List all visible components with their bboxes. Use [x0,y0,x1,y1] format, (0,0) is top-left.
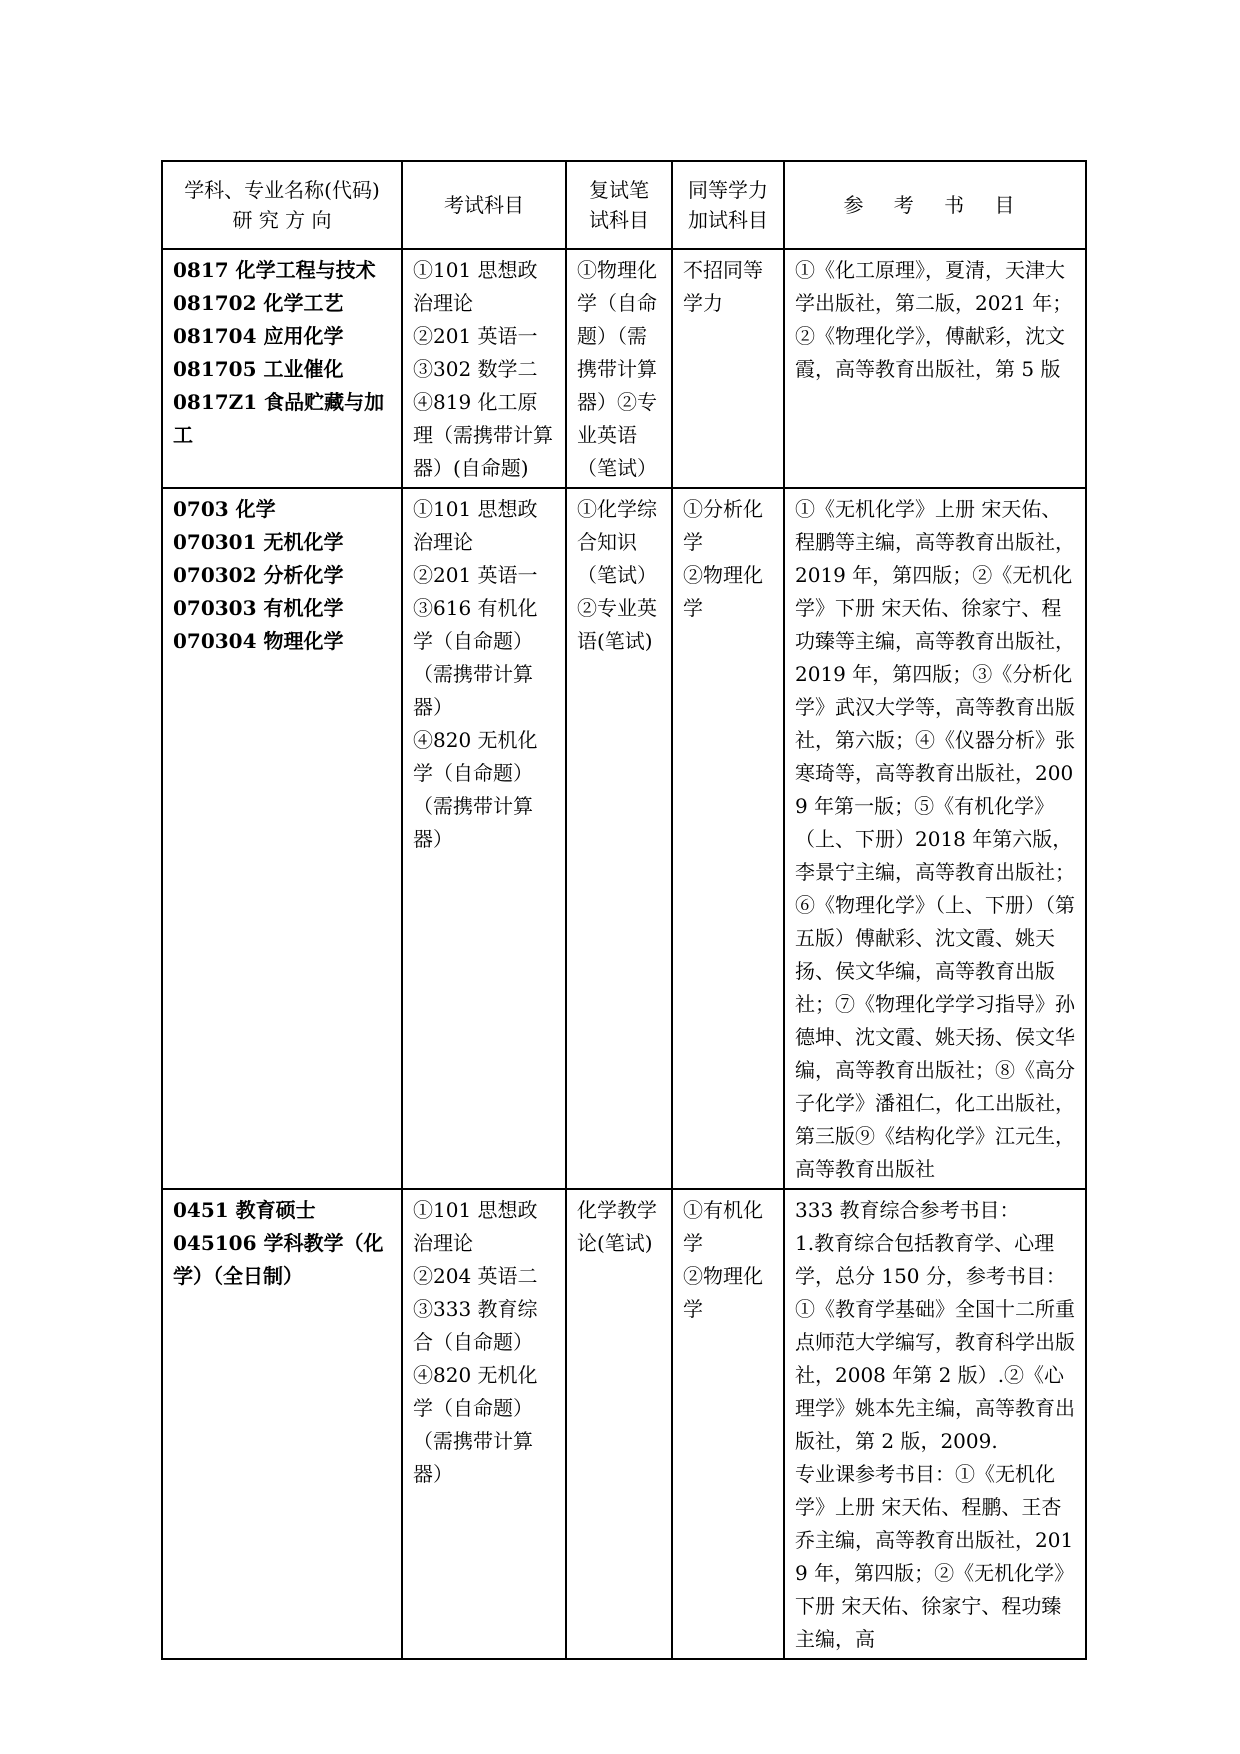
major-item: 0703 化学 [173,497,276,521]
exam-info-table [161,160,1087,1660]
exam-cell [402,488,566,1189]
equivalent-cell [672,1189,784,1659]
exam-item: ②201 英语一 [413,563,538,587]
books-item: 333 教育综合参考书目： [795,1198,1020,1222]
major-cell [162,1189,402,1659]
exam-item: ④819 化工原理（需携带计算器）(自命题) [413,390,553,480]
header-retest-line1: 复试笔 [589,178,649,202]
header-retest-line2: 试科目 [589,208,649,232]
header-major-line2: 研 究 方 向 [232,208,332,232]
major-item: 081702 化学工艺 [173,291,344,315]
header-equivalent-line1: 同等学力 [688,178,768,202]
table-row [162,1189,1086,1659]
header-major [162,161,402,249]
equivalent-item: ②物理化学 [683,1264,763,1321]
header-exam: 考试科目 [402,161,566,249]
equivalent-item: ②物理化学 [683,563,763,620]
exam-item: ①101 思想政治理论 [413,497,538,554]
equivalent-item: ①分析化学 [683,497,763,554]
equivalent-cell: 不招同等学力 [672,249,784,488]
header-books: 参 考 书 目 [784,161,1086,249]
books-cell: ①《无机化学》上册 宋天佑、程鹏等主编，高等教育出版社，2019 年，第四版；②《无机化学》下册 宋天佑、徐家宁、程功臻等主编，高等教育出版社，2019 年，第四版；③《分析化学》武汉大学等，高等教育出版社，第六版；④《仪器分析》张寒琦等，高等教育出版社，2009 年第一版；⑤《有机化学》（上、下册）2018 年第六版，李景宁主编，高等教育出版社；⑥《物理化学》（上、下册）（第五版）傅献彩、沈文霞、姚天扬、侯文华编，高等教育出版社；⑦《物理化学学习指导》孙德坤、沈文霞、姚天扬、侯文华编，高等教育出版社；⑧《高分子化学》潘祖仁，化工出版社，第三版⑨《结构化学》江元生，高等教育出版社 [784,488,1086,1189]
exam-item: ④820 无机化学（自命题）（需携带计算器） [413,1363,538,1486]
major-item: 081704 应用化学 [173,324,344,348]
exam-cell [402,1189,566,1659]
header-retest [566,161,672,249]
books-cell [784,1189,1086,1659]
major-item: 070302 分析化学 [173,563,344,587]
retest-cell: ①物理化学（自命题）（需携带计算器）②专业英语（笔试） [566,249,672,488]
retest-cell: 化学教学论(笔试) [566,1189,672,1659]
major-item: 0817Z1 食品贮藏与加工 [173,390,385,447]
exam-item: ④820 无机化学（自命题）（需携带计算器） [413,728,538,851]
equivalent-cell [672,488,784,1189]
exam-item: ③616 有机化学（自命题）（需携带计算器） [413,596,538,719]
major-cell [162,488,402,1189]
equivalent-item: ①有机化学 [683,1198,763,1255]
major-cell [162,249,402,488]
exam-cell [402,249,566,488]
books-cell: ①《化工原理》，夏清，天津大学出版社，第二版，2021 年；②《物理化学》，傅献彩，沈文霞，高等教育出版社，第 5 版 [784,249,1086,488]
table-row [162,249,1086,488]
books-item: 1.教育综合包括教育学、心理学，总分 150 分，参考书目：①《教育学基础》全国十二所重点师范大学编写，教育科学出版社，2008 年第 2 版）.②《心理学》姚本先主编，高等教育出版社，第 2 版，2009. [795,1231,1075,1453]
header-major-line1: 学科、专业名称(代码) [184,178,380,202]
exam-item: ③333 教育综合（自命题） [413,1297,538,1354]
header-row [162,161,1086,249]
header-equivalent [672,161,784,249]
exam-item: ②204 英语二 [413,1264,538,1288]
exam-item: ①101 思想政治理论 [413,258,538,315]
exam-item: ②201 英语一 [413,324,538,348]
major-item: 045106 学科教学（化学）（全日制） [173,1231,384,1288]
retest-cell: ①化学综合知识（笔试）②专业英语(笔试) [566,488,672,1189]
exam-item: ①101 思想政治理论 [413,1198,538,1255]
table-row [162,488,1086,1189]
major-item: 070303 有机化学 [173,596,344,620]
major-item: 0451 教育硕士 [173,1198,316,1222]
major-item: 081705 工业催化 [173,357,344,381]
exam-item: ③302 数学二 [413,357,538,381]
header-equivalent-line2: 加试科目 [688,208,768,232]
major-item: 070304 物理化学 [173,629,344,653]
major-item: 070301 无机化学 [173,530,344,554]
books-item: 专业课参考书目：①《无机化学》上册 宋天佑、程鹏、王杏乔主编，高等教育出版社，2019 年，第四版；②《无机化学》下册 宋天佑、徐家宁、程功臻主编，高 [795,1462,1075,1651]
major-item: 0817 化学工程与技术 [173,258,376,282]
